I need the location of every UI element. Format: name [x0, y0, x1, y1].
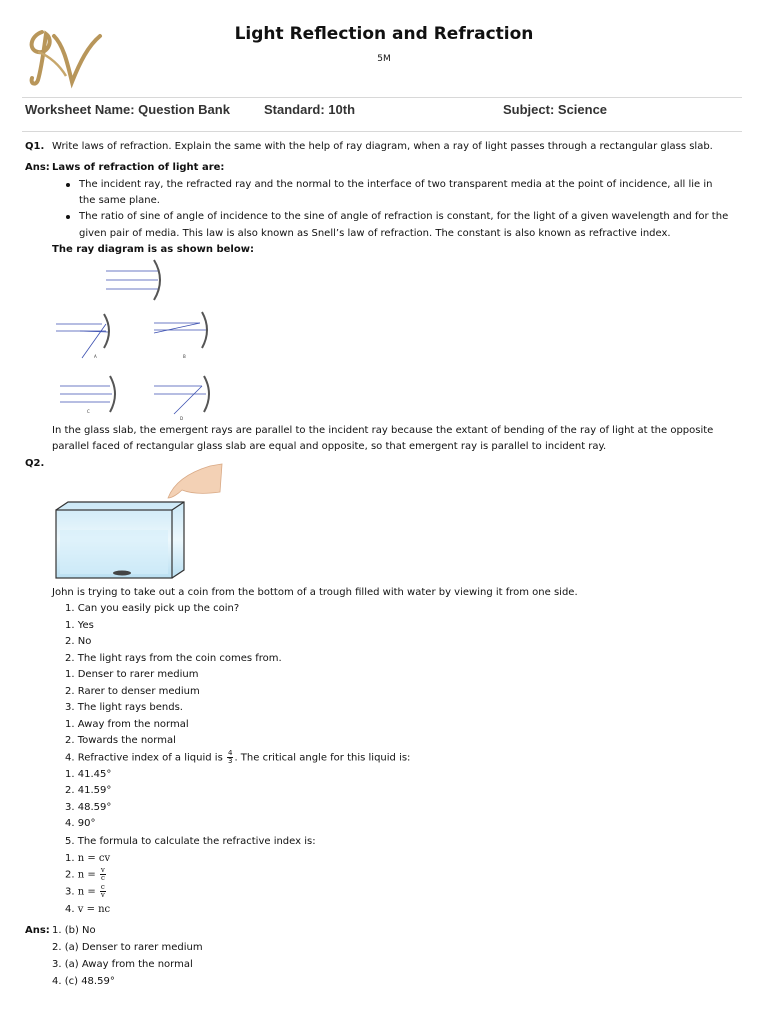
- q2-ans-label: Ans:: [25, 925, 50, 936]
- q2-sub-line: 1. Yes: [65, 620, 94, 631]
- q4-prefix: 4. Refractive index of a liquid is: [65, 752, 223, 764]
- answer-line: 4. (c) 48.59°: [52, 976, 115, 987]
- formula-option: 2. n = $\frac{v}{c}$: [65, 866, 105, 882]
- divider-top: [22, 97, 742, 98]
- q2-sub-line: 2. Towards the normal: [65, 735, 176, 746]
- fraction-four-thirds: $\frac{4}{3}$: [227, 749, 233, 765]
- law1-line2: the same plane.: [79, 195, 160, 206]
- coin-icon: [113, 571, 131, 576]
- figure-label-b: B: [183, 354, 186, 359]
- marks-label: 5M: [377, 54, 391, 64]
- q2-refractive-index-question: [65, 750, 410, 767]
- answer-line: 3. (a) Away from the normal: [52, 959, 193, 970]
- divider-bottom: [22, 131, 742, 132]
- bullet-icon: [66, 183, 70, 187]
- q4-suffix: . The critical angle for this liquid is:: [234, 752, 411, 764]
- trough-illustration: [50, 458, 225, 586]
- subject-label: Subject: Science: [503, 102, 608, 117]
- figure-label-a: A: [94, 354, 97, 359]
- page-title: Light Reflection and Refraction: [234, 24, 534, 44]
- figure-label-d: D: [180, 416, 184, 421]
- q2-sub-line: 1. Away from the normal: [65, 719, 189, 730]
- q1-ans-label: Ans:: [25, 162, 50, 173]
- diagram-heading: The ray diagram is as shown below:: [52, 244, 254, 255]
- q1-para-line1: In the glass slab, the emergent rays are parallel to the incident ray because the extant of bending of the ray of light at the opposite: [52, 425, 714, 436]
- bullet-icon: [66, 215, 70, 219]
- q1-ans-heading: Laws of refraction of light are:: [52, 162, 225, 173]
- answer-line: 1. (b) No: [52, 925, 96, 936]
- q1-question: Write laws of refraction. Explain the same with the help of ray diagram, when a ray of light passes through a rectangular glass slab.: [52, 141, 713, 152]
- worksheet-name: Worksheet Name: Question Bank: [25, 102, 230, 117]
- standard-label: Standard: 10th: [264, 102, 356, 117]
- formula-option: 4. v = nc: [65, 904, 111, 915]
- angle-option: 2. 41.59°: [65, 785, 112, 796]
- q2-formula-question: 5. The formula to calculate the refractive index is:: [65, 836, 316, 847]
- q1-label: Q1.: [25, 141, 45, 152]
- q2-intro: John is trying to take out a coin from the bottom of a trough filled with water by viewing it from one side.: [52, 587, 578, 598]
- q2-sub-line: 2. No: [65, 636, 92, 647]
- law1-line1: The incident ray, the refracted ray and the normal to the interface of two transparent media at the point of incidence, all lie in: [79, 179, 713, 190]
- formula-option: 3. n = $\frac{c}{v}$: [65, 883, 105, 899]
- answer-line: 2. (a) Denser to rarer medium: [52, 942, 203, 953]
- formula-option: 1. n = cv: [65, 853, 111, 864]
- hand-icon: [168, 464, 222, 498]
- angle-option: 3. 48.59°: [65, 802, 112, 813]
- q2-sub-line: 1. Can you easily pick up the coin?: [65, 603, 240, 614]
- q2-sub-line: 1. Denser to rarer medium: [65, 669, 199, 680]
- ray-diagram-figure: [50, 258, 225, 423]
- q2-sub-line: 2. Rarer to denser medium: [65, 686, 200, 697]
- law2-line2: given pair of media. This law is also known as Snell’s law of refraction. The constant is also known as refractive index.: [79, 228, 671, 239]
- angle-option: 4. 90°: [65, 818, 96, 829]
- figure-label-c: C: [87, 409, 90, 414]
- q2-sub-line: 2. The light rays from the coin comes from.: [65, 653, 282, 664]
- law2-line1: The ratio of sine of angle of incidence to the sine of angle of refraction is constant, for the light of a given wavelength and for the: [79, 211, 729, 222]
- angle-option: 1. 41.45°: [65, 769, 112, 780]
- q1-para-line2: parallel faced of rectangular glass slab are equal and opposite, so that emergent ray is parallel to incident ray.: [52, 441, 607, 452]
- q2-sub-line: 3. The light rays bends.: [65, 702, 183, 713]
- q2-label: Q2.: [25, 458, 45, 469]
